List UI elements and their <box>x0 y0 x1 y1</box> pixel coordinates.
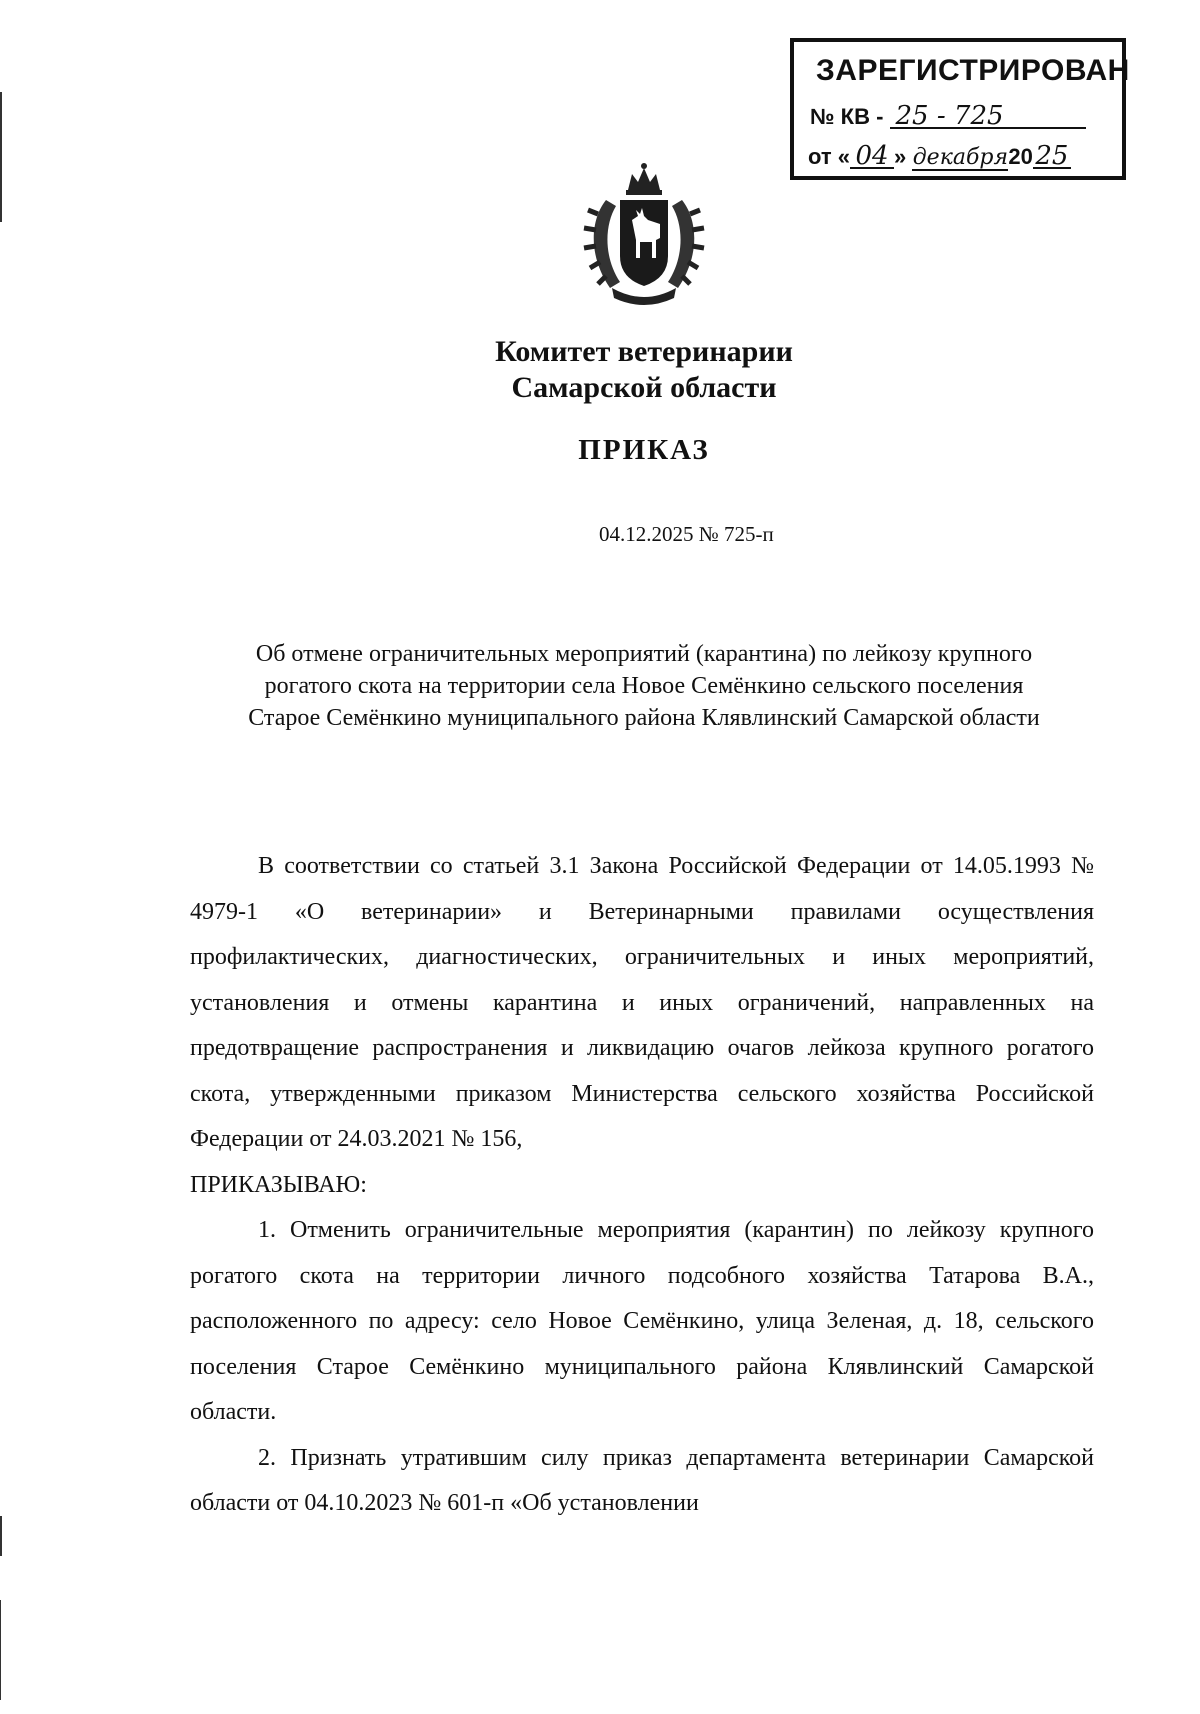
registration-stamp <box>790 38 1130 180</box>
document-body <box>190 844 1094 1527</box>
stamp-date-month: декабря <box>912 145 1009 170</box>
order-item-1: 1. Отменить ограничительные мероприятия (карантин) по лейкозу крупного рогатого скота на территории личного подсобного хозяйства Татарова В.А., расположенного по адресу: село Новое Семёнкино, улица Зеленая, д. 18, сельского поселения Старое Семёнкино муниципального района Клявлинский Самарской области. <box>190 1217 1094 1425</box>
org-line-2: Самарской области <box>511 371 777 404</box>
subject-line-1: Об отмене ограничительных мероприятий (карантина) по лейкозу крупного <box>255 641 1033 667</box>
document-kind: ПРИКАЗ <box>578 434 710 466</box>
order-item-2: 2. Признать утратившим силу приказ департамента ветеринарии Самарской области от 04.10.2023 № 601-п «Об установлении <box>190 1444 1094 1516</box>
org-line-1: Комитет ветеринарии <box>495 335 793 368</box>
stamp-date-prefix: от « <box>808 144 851 169</box>
stamp-title: ЗАРЕГИСТРИРОВАН <box>816 54 1130 87</box>
stamp-year-prefix: 20 <box>1008 144 1033 169</box>
stamp-date-mid: » <box>894 144 907 169</box>
stamp-registration-line <box>810 101 1086 131</box>
stamp-date-line <box>808 141 1071 171</box>
samara-coat-of-arms-icon <box>576 160 712 306</box>
subject-line-2: рогатого скота на территории села Новое Семёнкино сельского поселения <box>264 673 1024 699</box>
scan-margin-mark <box>0 92 2 222</box>
document-date-number: 04.12.2025 № 725-п <box>599 522 774 546</box>
order-word: ПРИКАЗЫВАЮ: <box>190 1171 367 1198</box>
scan-margin-mark <box>0 1600 1 1700</box>
stamp-date-day: 04 <box>850 145 894 169</box>
scan-margin-mark <box>0 1516 2 1556</box>
preamble-paragraph: В соответствии со статьей 3.1 Закона Российской Федерации от 14.05.1993 № 4979-1 «О ветеринарии» и Ветеринарными правилами осуществления профилактических, диагностических, ограничительных и иных мероприятий, установления и отмены карантина и иных ограничений, направленных на предотвращение распространения и ликвидацию очагов лейкоза крупного рогатого скота, утвержденными приказом Министерства сельского хозяйства Российской Федерации от 24.03.2021 № 156, <box>190 853 1094 1152</box>
stamp-reg-label: № КВ - <box>810 104 884 129</box>
subject-line-3: Старое Семёнкино муниципального района Клявлинский Самарской области <box>248 705 1040 731</box>
organization-name <box>0 334 1200 406</box>
document-subject <box>0 638 1200 734</box>
stamp-year-suffix: 25 <box>1033 145 1071 169</box>
stamp-reg-number: 25 - 725 <box>890 105 1086 129</box>
